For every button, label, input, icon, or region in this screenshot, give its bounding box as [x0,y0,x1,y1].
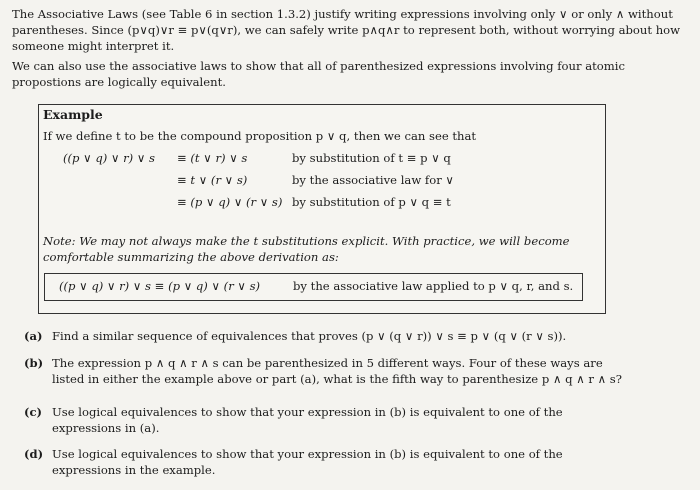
question-b-tag: (b) [24,356,44,370]
question-d-text: Use logical equivalences to show that your expression in (b) is equivalent to one of the expressions in the example. [52,447,563,477]
question-b-text: The expression p ∧ q ∧ r ∧ s can be parenthesized in 5 different ways. Four of these ways are listed in either the example above or part (a), what is the fifth way to parenthesize p ∧ q ∧ r ∧ s? [52,356,622,386]
example-box [38,104,606,314]
step-3-rhs: ≡ (p ∨ q) ∨ (r ∨ s) [177,195,283,209]
question-d-tag: (d) [24,447,44,461]
example-label: Example [43,107,103,122]
question-c-tag: (c) [24,405,43,419]
step-1-lhs: ((p ∨ q) ∨ r) ∨ s [63,151,155,165]
example-note: Note: We may not always make the t substitutions explicit. With practice, we will become comfortable summarizing the above derivation as: [43,234,570,264]
step-2-rhs: ≡ t ∨ (r ∨ s) [177,173,248,187]
summary-box [44,273,583,301]
intro-paragraph-associative-laws: The Associative Laws (see Table 6 in section 1.3.2) justify writing expressions involving only ∨ or only ∧ without parentheses. Since (p∨q)∨r ≡ p∨(q∨r), we can safely write p∧q∧r to represent both, without worrying about how someone might interpret it. [12,7,681,53]
step-3-justification: by substitution of p ∨ q ≡ t [292,195,451,209]
question-a-tag: (a) [24,329,43,343]
intro-paragraph-four-propositions: We can also use the associative laws to show that all of parenthesized expressions involving four atomic propostions are logically equivalent. [12,59,625,89]
summary-justification: by the associative law applied to p ∨ q, r, and s. [293,279,574,293]
summary-expression: ((p ∨ q) ∨ r) ∨ s ≡ (p ∨ q) ∨ (r ∨ s) [59,279,261,293]
question-c-text: Use logical equivalences to show that your expression in (b) is equivalent to one of the expressions in (a). [52,405,563,435]
question-a-text: Find a similar sequence of equivalences that proves (p ∨ (q ∨ r)) ∨ s ≡ p ∨ (q ∨ (r ∨ s)). [52,329,567,343]
step-1-rhs: ≡ (t ∨ r) ∨ s [177,151,248,165]
step-1-justification: by substitution of t ≡ p ∨ q [292,151,451,165]
step-2-justification: by the associative law for ∨ [292,173,454,187]
example-intro: If we define t to be the compound proposition p ∨ q, then we can see that [43,129,477,143]
